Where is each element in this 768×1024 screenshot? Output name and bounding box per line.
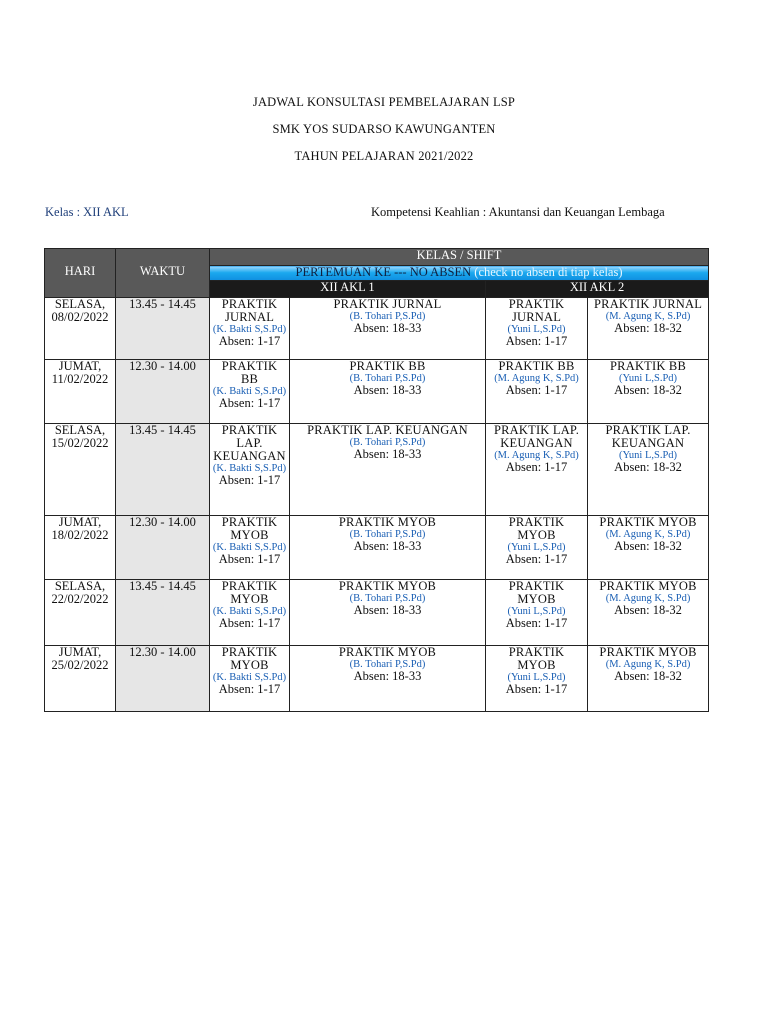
cell-waktu: 12.30 - 14.00	[116, 360, 210, 424]
session-title: PRAKTIK MYOB	[599, 515, 697, 529]
teacher-name: (B. Tohari P,S.Pd)	[349, 529, 426, 540]
teacher-name: (Yuni L,S.Pd)	[507, 606, 566, 617]
cell-hari: SELASA, 08/02/2022	[45, 298, 116, 360]
cell-hari: JUMAT, 25/02/2022	[45, 646, 116, 712]
session-title: PRAKTIK MYOB	[338, 515, 437, 529]
session-title: PRAKTIK BB	[349, 359, 426, 373]
session-title: PRAKTIK MYOB	[338, 579, 437, 593]
header-hari: HARI	[45, 249, 116, 298]
teacher-name: (Yuni L,S.Pd)	[618, 373, 678, 384]
pertemuan-note: (check no absen di tiap kelas)	[474, 265, 623, 279]
teacher-name: (K. Bakti S,S.Pd)	[212, 672, 287, 683]
cell-waktu: 13.45 - 14.45	[116, 580, 210, 646]
teacher-name: (B. Tohari P,S.Pd)	[349, 593, 426, 604]
academic-year: TAHUN PELAJARAN 2021/2022	[294, 149, 474, 163]
table-row	[45, 516, 709, 580]
session-title: PRAKTIK LAP. KEUANGAN	[605, 423, 691, 450]
cell-session-c4	[588, 516, 709, 580]
session-title: PRAKTIK BB	[221, 359, 278, 386]
school-name: SMK YOS SUDARSO KAWUNGANTEN	[272, 122, 496, 136]
header-kelas-shift: KELAS / SHIFT	[210, 249, 709, 266]
teacher-name: (M. Agung K, S.Pd)	[605, 659, 691, 670]
absen-range: Absen: 1-17	[218, 396, 281, 410]
cell-session-c3	[486, 298, 588, 360]
cell-session-c2	[290, 424, 486, 516]
cell-session-c1	[210, 298, 290, 360]
cell-waktu: 12.30 - 14.00	[116, 516, 210, 580]
absen-range: Absen: 1-17	[505, 334, 568, 348]
teacher-name: (K. Bakti S,S.Pd)	[212, 606, 287, 617]
session-title: PRAKTIK BB	[498, 359, 575, 373]
teacher-name: (K. Bakti S,S.Pd)	[212, 386, 287, 397]
absen-range: Absen: 1-17	[218, 552, 281, 566]
absen-range: Absen: 18-33	[353, 669, 422, 683]
cell-session-c3	[486, 580, 588, 646]
absen-range: Absen: 1-17	[218, 334, 281, 348]
absen-range: Absen: 18-33	[353, 383, 422, 397]
schedule-body	[45, 298, 709, 712]
session-title: PRAKTIK BB	[610, 359, 686, 373]
absen-range: Absen: 1-17	[218, 473, 281, 487]
teacher-name: (M. Agung K, S.Pd)	[605, 529, 691, 540]
cell-session-c4	[588, 360, 709, 424]
header-waktu: WAKTU	[116, 249, 210, 298]
absen-range: Absen: 18-32	[614, 383, 682, 397]
cell-session-c2	[290, 580, 486, 646]
absen-range: Absen: 18-33	[353, 321, 422, 335]
cell-hari: JUMAT, 18/02/2022	[45, 516, 116, 580]
session-title: PRAKTIK MYOB	[221, 579, 278, 606]
session-title: PRAKTIK JURNAL	[333, 297, 442, 311]
absen-range: Absen: 18-33	[353, 447, 422, 461]
cell-session-c3	[486, 360, 588, 424]
teacher-name: (Yuni L,S.Pd)	[507, 542, 566, 553]
session-title: PRAKTIK MYOB	[221, 645, 278, 672]
cell-session-c4	[588, 298, 709, 360]
cell-session-c2	[290, 298, 486, 360]
absen-range: Absen: 1-17	[218, 616, 281, 630]
cell-session-c3	[486, 646, 588, 712]
session-title: PRAKTIK LAP. KEUANGAN	[307, 423, 468, 437]
absen-range: Absen: 18-32	[614, 539, 682, 553]
absen-range: Absen: 18-32	[614, 669, 682, 683]
cell-session-c3	[486, 516, 588, 580]
teacher-name: (M. Agung K, S.Pd)	[494, 373, 579, 384]
teacher-name: (M. Agung K, S.Pd)	[605, 311, 691, 322]
cell-hari: SELASA, 15/02/2022	[45, 424, 116, 516]
session-title: PRAKTIK LAP. KEUANGAN	[213, 423, 286, 463]
cell-session-c4	[588, 580, 709, 646]
teacher-name: (B. Tohari P,S.Pd)	[349, 437, 426, 448]
teacher-name: (B. Tohari P,S.Pd)	[349, 311, 426, 322]
document-title: JADWAL KONSULTASI PEMBELAJARAN LSP	[252, 95, 516, 109]
teacher-name: (K. Bakti S,S.Pd)	[212, 463, 287, 474]
absen-range: Absen: 18-33	[353, 603, 422, 617]
competency-label: Kompetensi Keahlian : Akuntansi dan Keuangan Lembaga	[371, 205, 665, 219]
cell-session-c1	[210, 424, 290, 516]
cell-waktu: 13.45 - 14.45	[116, 298, 210, 360]
session-title: PRAKTIK MYOB	[221, 515, 278, 542]
absen-range: Absen: 1-17	[505, 682, 568, 696]
header-group-xii-akl-2: XII AKL 2	[486, 281, 709, 298]
session-title: PRAKTIK MYOB	[599, 579, 697, 593]
absen-range: Absen: 1-17	[505, 616, 568, 630]
session-title: PRAKTIK MYOB	[508, 645, 565, 672]
cell-session-c2	[290, 360, 486, 424]
teacher-name: (Yuni L,S.Pd)	[507, 672, 566, 683]
table-row	[45, 580, 709, 646]
table-row	[45, 424, 709, 516]
table-row	[45, 646, 709, 712]
schedule-table	[44, 248, 709, 712]
teacher-name: (M. Agung K, S.Pd)	[605, 593, 691, 604]
cell-waktu: 13.45 - 14.45	[116, 424, 210, 516]
cell-waktu: 12.30 - 14.00	[116, 646, 210, 712]
session-title: PRAKTIK MYOB	[508, 515, 565, 542]
teacher-name: (M. Agung K, S.Pd)	[494, 450, 579, 461]
absen-range: Absen: 18-32	[614, 321, 682, 335]
header-group-xii-akl-1: XII AKL 1	[210, 281, 486, 298]
cell-session-c4	[588, 424, 709, 516]
absen-range: Absen: 1-17	[218, 682, 281, 696]
teacher-name: (B. Tohari P,S.Pd)	[349, 659, 426, 670]
header-pertemuan	[210, 266, 709, 281]
absen-range: Absen: 18-33	[353, 539, 422, 553]
teacher-name: (B. Tohari P,S.Pd)	[349, 373, 426, 384]
absen-range: Absen: 1-17	[505, 383, 568, 397]
cell-hari: SELASA, 22/02/2022	[45, 580, 116, 646]
cell-session-c3	[486, 424, 588, 516]
session-title: PRAKTIK JURNAL	[508, 297, 565, 324]
session-title: PRAKTIK MYOB	[338, 645, 437, 659]
cell-session-c2	[290, 646, 486, 712]
teacher-name: (K. Bakti S,S.Pd)	[212, 324, 287, 335]
session-title: PRAKTIK JURNAL	[221, 297, 278, 324]
cell-hari: JUMAT, 11/02/2022	[45, 360, 116, 424]
teacher-name: (Yuni L,S.Pd)	[507, 324, 566, 335]
absen-range: Absen: 18-32	[614, 460, 682, 474]
cell-session-c4	[588, 646, 709, 712]
cell-session-c2	[290, 516, 486, 580]
session-title: PRAKTIK MYOB	[599, 645, 697, 659]
cell-session-c1	[210, 516, 290, 580]
class-label: Kelas : XII AKL	[45, 205, 129, 219]
teacher-name: (K. Bakti S,S.Pd)	[212, 542, 287, 553]
absen-range: Absen: 1-17	[505, 460, 568, 474]
table-row	[45, 360, 709, 424]
cell-session-c1	[210, 580, 290, 646]
pertemuan-label: PERTEMUAN KE --- NO ABSEN	[295, 265, 472, 279]
session-title: PRAKTIK MYOB	[508, 579, 565, 606]
cell-session-c1	[210, 360, 290, 424]
cell-session-c1	[210, 646, 290, 712]
absen-range: Absen: 1-17	[505, 552, 568, 566]
session-title: PRAKTIK LAP. KEUANGAN	[493, 423, 580, 450]
table-row	[45, 298, 709, 360]
absen-range: Absen: 18-32	[614, 603, 682, 617]
session-title: PRAKTIK JURNAL	[594, 297, 703, 311]
teacher-name: (Yuni L,S.Pd)	[618, 450, 678, 461]
